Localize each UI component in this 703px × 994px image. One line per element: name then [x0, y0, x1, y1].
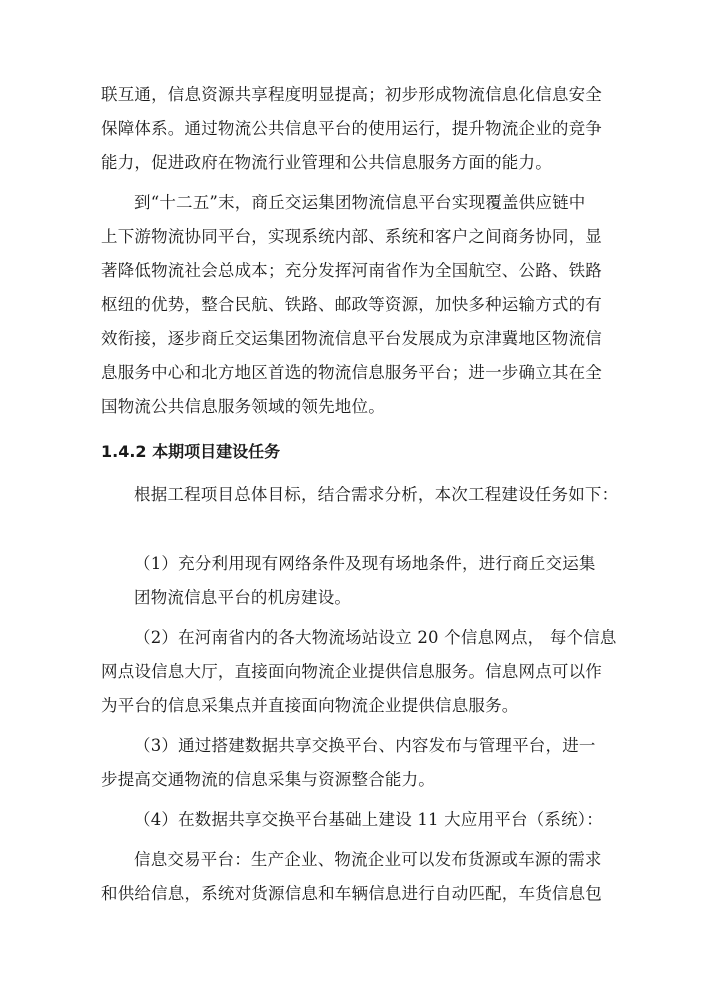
section-heading: 1.4.2 本期项目建设任务 [101, 442, 281, 461]
paragraph-line: 到“十二五”末，商丘交运集团物流信息平台实现覆盖供应链中 [134, 193, 586, 212]
task-line: 网点设信息大厅，直接面向物流企业提供信息服务。信息网点可以作 [101, 662, 602, 681]
paragraph-line: 联互通，信息资源共享程度明显提高；初步形成物流信息化信息安全 [101, 85, 602, 104]
paragraph-line: 枢纽的优势，整合民航、铁路、邮政等资源，加快多种运输方式的有 [101, 295, 602, 314]
task-line: （4）在数据共享交换平台基础上建设 11 大应用平台（系统）： [134, 810, 603, 829]
paragraph-line: 和供给信息，系统对货源信息和车辆信息进行自动匹配，车货信息包 [101, 884, 602, 903]
paragraph-line: 能力，促进政府在物流行业管理和公共信息服务方面的能力。 [101, 153, 552, 172]
task-line: 步提高交通物流的信息采集与资源整合能力。 [101, 770, 435, 789]
paragraph-line: 著降低物流社会总成本；充分发挥河南省作为全国航空、公路、铁路 [101, 261, 602, 280]
task-line: 为平台的信息采集点并直接面向物流企业提供信息服务。 [101, 696, 519, 715]
paragraph-line: 上下游物流协同平台，实现系统内部、系统和客户之间商务协同，显 [101, 227, 602, 246]
task-line: （1）充分利用现有网络条件及现有场地条件，进行商丘交运集 [134, 554, 596, 573]
paragraph-line: 国物流公共信息服务领域的领先地位。 [101, 397, 385, 416]
intro-line: 根据工程项目总体目标，结合需求分析，本次工程建设任务如下： [134, 485, 619, 504]
paragraph-line: 信息交易平台：生产企业、物流企业可以发布货源或车源的需求 [134, 850, 602, 869]
task-line: 团物流信息平台的机房建设。 [134, 588, 352, 607]
paragraph-line: 息服务中心和北方地区首选的物流信息服务平台；进一步确立其在全 [101, 363, 602, 382]
task-line: （2）在河南省内的各大物流场站设立 20 个信息网点， 每个信息 [134, 628, 617, 647]
paragraph-line: 保障体系。通过物流公共信息平台的使用运行，提升物流企业的竞争 [101, 119, 602, 138]
task-line: （3）通过搭建数据共享交换平台、内容发布与管理平台，进一 [134, 736, 596, 755]
paragraph-line: 效衔接，逐步商丘交运集团物流信息平台发展成为京津冀地区物流信 [101, 329, 602, 348]
